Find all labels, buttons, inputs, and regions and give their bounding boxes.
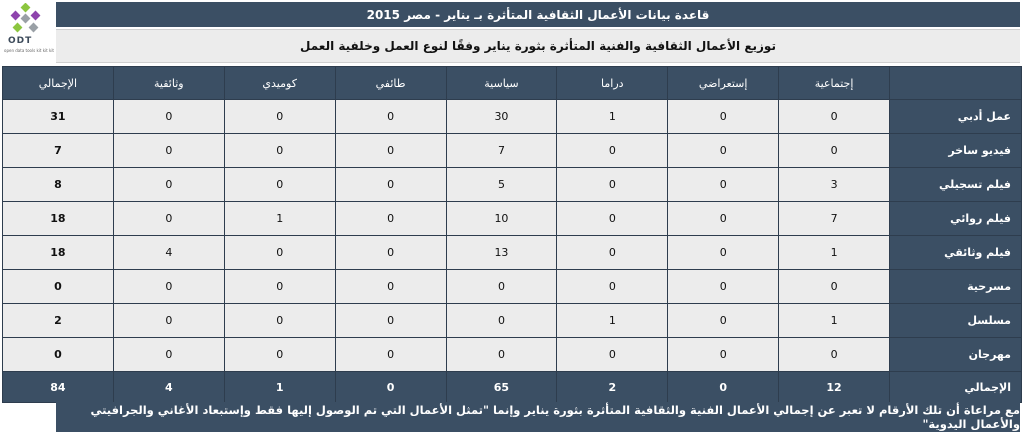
column-header: طائفي: [335, 67, 446, 100]
table-row: [3, 168, 1022, 202]
table-cell: 0: [668, 100, 779, 134]
table-cell: 0: [113, 168, 224, 202]
table-cell: 7: [446, 134, 557, 168]
table-cell: 0: [668, 134, 779, 168]
row-label: فيلم وثائقي: [890, 236, 1022, 270]
table-cell: 0: [557, 202, 668, 236]
column-header: دراما: [557, 67, 668, 100]
row-label: مسرحية: [890, 270, 1022, 304]
table-cell: 3: [779, 168, 890, 202]
table-cell: 0: [224, 270, 335, 304]
table-cell: 12: [779, 372, 890, 403]
table-cell: 0: [557, 134, 668, 168]
table-row: [3, 236, 1022, 270]
table-total-row: [3, 372, 1022, 403]
table-cell: 0: [113, 202, 224, 236]
row-total-cell: 7: [3, 134, 114, 168]
odt-logo-mark-icon: [8, 3, 42, 35]
row-total-cell: 8: [3, 168, 114, 202]
row-total-cell: 31: [3, 100, 114, 134]
table-cell: 0: [446, 338, 557, 372]
row-total-cell: 0: [3, 338, 114, 372]
table-cell: 0: [668, 338, 779, 372]
table-cell: 0: [668, 372, 779, 403]
table-cell: 0: [335, 134, 446, 168]
table-cell: 0: [335, 100, 446, 134]
column-header: الإجمالي: [3, 67, 114, 100]
table-cell: 0: [224, 134, 335, 168]
table-cell: 0: [335, 270, 446, 304]
table-cell: 0: [113, 304, 224, 338]
table-cell: 0: [335, 372, 446, 403]
table-cell: 1: [779, 304, 890, 338]
table-cell: 0: [779, 100, 890, 134]
table-cell: 30: [446, 100, 557, 134]
table-cell: 0: [335, 338, 446, 372]
table-cell: 4: [113, 236, 224, 270]
table-cell: 0: [668, 270, 779, 304]
table-cell: 0: [113, 134, 224, 168]
logo-subtext: open data tools kit kit kit: [4, 48, 54, 53]
table-cell: 1: [557, 304, 668, 338]
table-cell: 0: [668, 304, 779, 338]
table-cell: 0: [779, 338, 890, 372]
row-total-cell: 2: [3, 304, 114, 338]
table-row: [3, 134, 1022, 168]
table-cell: 0: [335, 236, 446, 270]
table-cell: 0: [335, 168, 446, 202]
table-cell: 0: [224, 338, 335, 372]
table-cell: 13: [446, 236, 557, 270]
table-cell: 1: [779, 236, 890, 270]
table-row: [3, 202, 1022, 236]
page-subtitle: توزيع الأعمال الثقافية والفنية المتأثرة بثورة يناير وفقًا لنوع العمل وخلفية العمل: [56, 29, 1020, 63]
column-header: سياسية: [446, 67, 557, 100]
row-label: عمل أدبي: [890, 100, 1022, 134]
column-header: وثائقية: [113, 67, 224, 100]
table-cell: 0: [557, 338, 668, 372]
row-total-cell: 0: [3, 270, 114, 304]
row-label: مسلسل: [890, 304, 1022, 338]
row-label: فيلم تسجيلي: [890, 168, 1022, 202]
table-cell: 0: [557, 270, 668, 304]
table-cell: 84: [3, 372, 114, 403]
row-label: مهرجان: [890, 338, 1022, 372]
table-cell: 0: [668, 236, 779, 270]
row-total-cell: 18: [3, 236, 114, 270]
table-cell: 0: [335, 202, 446, 236]
table-cell: 0: [113, 270, 224, 304]
table-row: [3, 100, 1022, 134]
column-header: إستعراضي: [668, 67, 779, 100]
data-table: [2, 66, 1022, 403]
table-cell: 4: [113, 372, 224, 403]
logo-text: ODT: [8, 36, 33, 46]
row-label: الإجمالي: [890, 372, 1022, 403]
odt-logo: [0, 0, 52, 58]
table-cell: 0: [446, 270, 557, 304]
table-cell: 0: [113, 100, 224, 134]
table-cell: 0: [557, 236, 668, 270]
footnote: مع مراعاة أن تلك الأرقام لا تعبر عن إجمالي الأعمال الفنية والثقافية المتأثرة بثورة يناير وإنما "تمثل الأعمال التي تم الوصول إليها فقط وإستبعاد الأغاني والجرافيتي والأعمال اليدوية": [56, 402, 1020, 432]
table-cell: 0: [335, 304, 446, 338]
page-title: قاعدة بيانات الأعمال الثقافية المتأثرة بـ يناير - مصر 2015: [56, 2, 1020, 27]
table-cell: 65: [446, 372, 557, 403]
row-label: فيديو ساخر: [890, 134, 1022, 168]
row-label: فيلم روائي: [890, 202, 1022, 236]
table-cell: 5: [446, 168, 557, 202]
table-cell: 1: [224, 202, 335, 236]
table-row: [3, 270, 1022, 304]
table-cell: 10: [446, 202, 557, 236]
table-cell: 0: [224, 100, 335, 134]
table-cell: 7: [779, 202, 890, 236]
table-cell: 0: [113, 338, 224, 372]
table-cell: 0: [779, 134, 890, 168]
table-cell: 2: [557, 372, 668, 403]
table-corner-cell: [890, 67, 1022, 100]
table-cell: 1: [224, 372, 335, 403]
table-cell: 0: [224, 168, 335, 202]
table-row: [3, 304, 1022, 338]
table-cell: 0: [668, 168, 779, 202]
column-header: إجتماعية: [779, 67, 890, 100]
column-header: كوميدي: [224, 67, 335, 100]
table-cell: 0: [446, 304, 557, 338]
table-header-row: [3, 67, 1022, 100]
row-total-cell: 18: [3, 202, 114, 236]
table-cell: 0: [224, 236, 335, 270]
table-row: [3, 338, 1022, 372]
table-cell: 1: [557, 100, 668, 134]
table-cell: 0: [557, 168, 668, 202]
table-cell: 0: [668, 202, 779, 236]
table-cell: 0: [224, 304, 335, 338]
table-cell: 0: [779, 270, 890, 304]
